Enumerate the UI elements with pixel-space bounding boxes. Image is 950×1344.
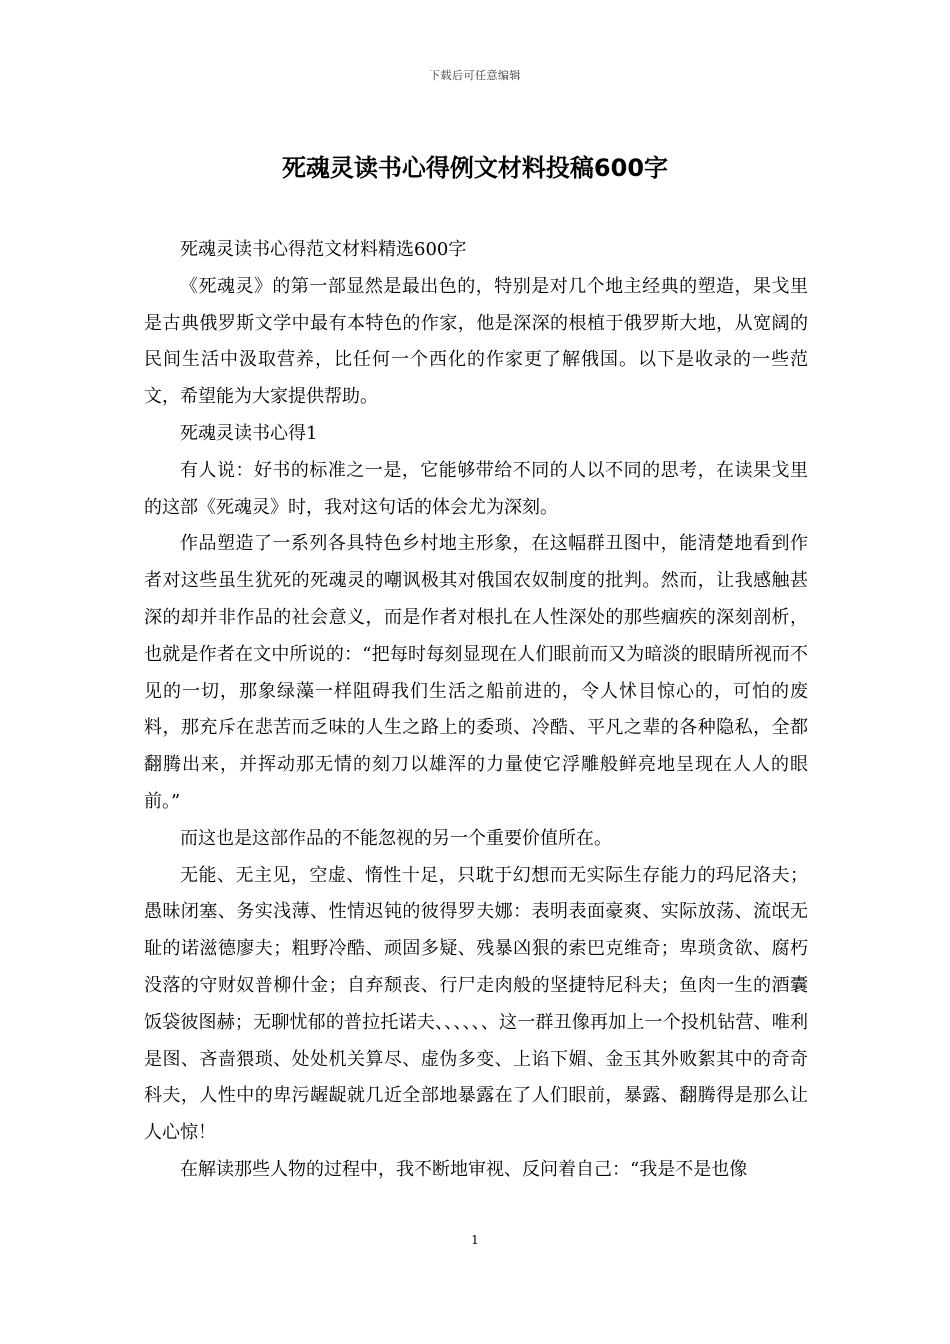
paragraph: 无能、无主见，空虚、惰性十足，只耽于幻想而无实际生存能力的玛尼洛夫；愚昧闭塞、务实浅薄、性情迟钝的彼得罗夫娜：表明表面豪爽、实际放荡、流氓无耻的诺滋德廖夫；粗野冷酷、顽固多疑、残暴凶狠的索巴克维奇；卑琐贪欲、腐朽没落的守财奴普柳什金；自弃颓丧、行尸走肉般的坚捷特尼科夫；鱼肉一生的酒囊饭袋彼图赫；无聊忧郁的普拉托诺夫、、、、、、这一群丑像再加上一个投机钻营、唯利是图、吝啬猥琐、处处机关算尽、虚伪多变、上谄下媚、金玉其外败絮其中的奇奇科夫，人性中的卑污龌龊就几近全部地暴露在了人们眼前，暴露、翻腾得是那么让人心惊！ <box>144 864 808 1144</box>
page-header-note: 下载后可任意编辑 <box>429 69 521 82</box>
paragraph-subtitle: 死魂灵读书心得范文材料精选600字 <box>180 239 467 260</box>
paragraph: 而这也是这部作品的不能忽视的另一个重要价值所在。 <box>180 827 612 849</box>
paragraph: 在解读那些人物的过程中，我不断地审视、反问着自己：“我是不是也像 <box>180 1158 748 1180</box>
paragraph-intro: 《死魂灵》的第一部显然是最出色的，特别是对几个地主经典的塑造，果戈里是古典俄罗斯文学中最有本特色的作家，他是深深的根植于俄罗斯大地，从宽阔的民间生活中汲取营养，比任何一个西化的作家更了解俄国。以下是收录的一些范文，希望能为大家提供帮助。 <box>144 275 808 408</box>
paragraph: 作品塑造了一系列各具特色乡村地主形象，在这幅群丑图中，能清楚地看到作者对这些虽生犹死的死魂灵的嘲讽极其对俄国农奴制度的批判。然而，让我感触甚深的却并非作品的社会意义，而是作者对根扎在人性深处的那些痼疾的深刻剖析，也就是作者在文中所说的：“把每时每刻显现在人们眼前而又为暗淡的眼睛所视而不见的一切，那象绿藻一样阻碍我们生活之船前进的，令人怵目惊心的，可怕的废料，那充斥在悲苦而乏味的人生之路上的委琐、冷酷、平凡之辈的各种隐私，全都翻腾出来，并挥动那无情的刻刀以雄浑的力量使它浮雕般鲜亮地呈现在人人的眼前。” <box>144 533 808 812</box>
document-title: 死魂灵读书心得例文材料投稿600字 <box>281 154 669 182</box>
document-body <box>144 232 808 1189</box>
paragraph-section-heading: 死魂灵读书心得1 <box>180 422 318 444</box>
paragraph: 有人说：好书的标准之一是，它能够带给不同的人以不同的思考，在读果戈里的这部《死魂灵》时，我对这句话的体会尤为深刻。 <box>144 459 808 518</box>
page-number: 1 <box>471 1233 479 1247</box>
